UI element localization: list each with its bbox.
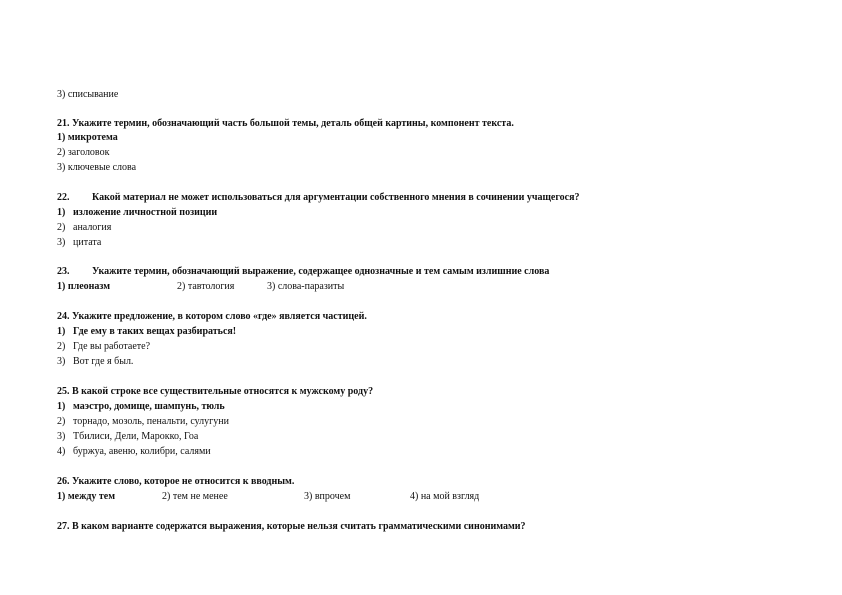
option-number: 2) bbox=[57, 416, 66, 427]
option-number: 1) bbox=[57, 401, 66, 412]
q26-option-1: 1) между тем bbox=[57, 491, 116, 502]
question-25 bbox=[57, 386, 373, 398]
q26-option-4: 4) на мой взгляд bbox=[410, 491, 480, 502]
question-text: 25. В какой строке все существительные относятся к мужскому роду? bbox=[57, 386, 374, 397]
option-text: аналогия bbox=[73, 222, 112, 233]
question-text: 27. В каком варианте содержатся выражения, которые нельзя считать грамматическими синонимами? bbox=[57, 521, 526, 532]
q26-option-2: 2) тем не менее bbox=[162, 491, 228, 502]
option-number: 2) bbox=[57, 222, 66, 233]
q22-option-3 bbox=[57, 237, 101, 249]
option-text: маэстро, домище, шампунь, тюль bbox=[73, 401, 225, 412]
question-text: Какой материал не может использоваться для аргументации собственного мнения в сочинении учащегося? bbox=[92, 192, 580, 203]
q24-option-2 bbox=[57, 341, 150, 353]
q23-option-3: 3) слова-паразиты bbox=[267, 281, 345, 292]
question-21 bbox=[57, 118, 514, 130]
q25-option-2 bbox=[57, 416, 229, 428]
question-27 bbox=[57, 521, 526, 533]
option-number: 1) bbox=[57, 207, 66, 218]
option-text: 3) ключевые слова bbox=[57, 162, 137, 173]
q26-option-3: 3) впрочем bbox=[304, 491, 351, 502]
q25-option-3 bbox=[57, 431, 198, 443]
q21-option-3 bbox=[57, 162, 136, 174]
option-text: торнадо, мозоль, пенальти, сулугуни bbox=[73, 416, 229, 427]
q24-option-3 bbox=[57, 356, 133, 368]
option-text: 3) списывание bbox=[57, 89, 119, 100]
q21-option-1 bbox=[57, 132, 118, 144]
option-number: 3) bbox=[57, 356, 66, 367]
question-number: 23. bbox=[57, 266, 70, 277]
option-text: Тбилиси, Дели, Марокко, Гоа bbox=[73, 431, 199, 442]
option-number: 3) bbox=[57, 431, 66, 442]
option-text: изложение личностной позиции bbox=[73, 207, 218, 218]
option-text: цитата bbox=[73, 237, 102, 248]
option-number: 4) bbox=[57, 446, 66, 457]
q25-option-1 bbox=[57, 401, 225, 413]
q21-option-2 bbox=[57, 147, 109, 159]
answer-option-3-spisyvanie bbox=[57, 89, 118, 101]
q22-option-2 bbox=[57, 222, 111, 234]
option-text: Где ему в таких вещах разбираться! bbox=[73, 326, 237, 337]
q24-option-1 bbox=[57, 326, 236, 338]
question-24 bbox=[57, 311, 367, 323]
option-text: Где вы работаете? bbox=[73, 341, 151, 352]
q23-option-1: 1) плеоназм bbox=[57, 281, 111, 292]
option-number: 1) bbox=[57, 326, 66, 337]
option-text: Вот где я был. bbox=[73, 356, 134, 367]
question-26 bbox=[57, 476, 294, 488]
question-23 bbox=[57, 266, 549, 278]
question-text: 21. Укажите термин, обозначающий часть большой темы, деталь общей картины, компонент текста. bbox=[57, 118, 514, 129]
option-text: 2) заголовок bbox=[57, 147, 110, 158]
question-text: Укажите термин, обозначающий выражение, содержащее однозначные и тем самым излишние слова bbox=[92, 266, 550, 277]
question-22 bbox=[57, 192, 580, 204]
option-text: буржуа, авеню, колибри, салями bbox=[73, 446, 211, 457]
option-number: 2) bbox=[57, 341, 66, 352]
q25-option-4 bbox=[57, 446, 211, 458]
question-number: 22. bbox=[57, 192, 70, 203]
q23-option-2: 2) тавтология bbox=[177, 281, 235, 292]
option-text: 1) микротема bbox=[57, 132, 118, 143]
option-number: 3) bbox=[57, 237, 66, 248]
q23-options bbox=[57, 281, 457, 293]
q26-options bbox=[57, 491, 557, 503]
question-text: 24. Укажите предложение, в котором слово «где» является частицей. bbox=[57, 311, 367, 322]
question-text: 26. Укажите слово, которое не относится к вводным. bbox=[57, 476, 295, 487]
q22-option-1 bbox=[57, 207, 217, 219]
